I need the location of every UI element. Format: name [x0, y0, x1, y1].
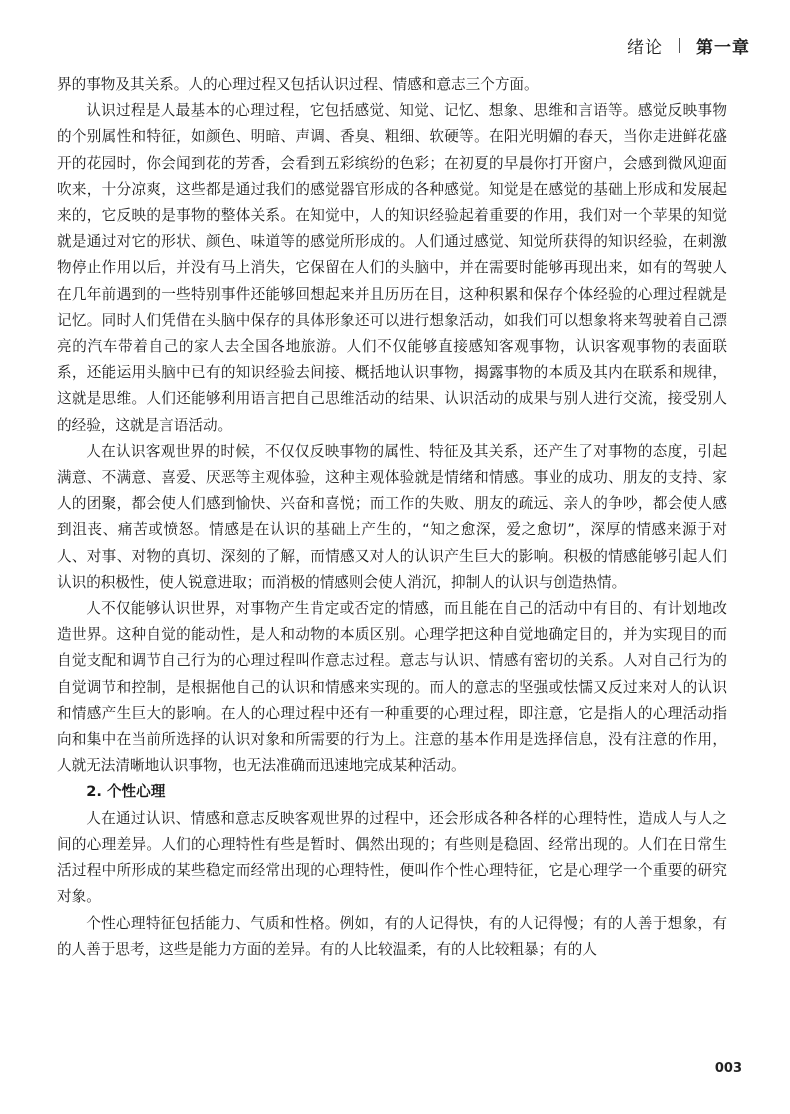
paragraph-continuation: 界的事物及其关系。人的心理过程又包括认识过程、情感和意志三个方面。: [57, 76, 539, 93]
section-label: 绪论: [627, 38, 663, 58]
paragraph-traits: 个性心理特征包括能力、气质和性格。例如，有的人记得快，有的人记得慢；有的人善于想象，有的人善于思考，这些是能力方面的差异。有的人比较温柔，有的人比较粗暴；有的人: [57, 914, 727, 958]
paragraph-will: 人不仅能够认识世界，对事物产生肯定或否定的情感，而且能在自己的活动中有目的、有计划地改造世界。这种自觉的能动性，是人和动物的本质区别。心理学把这种自觉地确定目的，并为实现目的而自觉支配和调节自己行为的心理过程叫作意志过程。意志与认识、情感有密切的关系。人对自己行为的自觉调节和控制，是根据他自己的认识和情感来实现的。而人的意志的坚强或怯懦又反过来对人的认识和情感产生巨大的影响。在人的心理过程中还有一种重要的心理过程，即注意，它是指人的心理活动指向和集中在当前所选择的认识对象和所需要的行为上。注意的基本作用是选择信息，没有注意的作用，人就无法清晰地认识事物，也无法准确而迅速地完成某种活动。: [57, 600, 727, 775]
paragraph-personality: 人在通过认识、情感和意志反映客观世界的过程中，还会形成各种各样的心理特性，造成人与人之间的心理差异。人们的心理特性有些是暂时、偶然出现的；有些则是稳固、经常出现的。人们在日常生活过程中所形成的某些稳定而经常出现的心理特性，便叫作个性心理特征，它是心理学一个重要的研究对象。: [57, 809, 727, 906]
header-divider: [679, 38, 680, 53]
page-number: 003: [714, 1061, 742, 1076]
section-heading: 2. 个性心理: [86, 783, 166, 801]
paragraph-cognition: 认识过程是人最基本的心理过程，它包括感觉、知觉、记忆、想象、思维和言语等。感觉反映事物的个别属性和特征，如颜色、明暗、声调、香臭、粗细、软硬等。在阳光明媚的春天，当你走进鲜花盛开的花园时，你会闻到花的芳香，会看到五彩缤纷的色彩；在初夏的早晨你打开窗户，会感到微风迎面吹来，十分凉爽，这些都是通过我们的感觉器官形成的各种感觉。知觉是在感觉的基础上形成和发展起来的，它反映的是事物的整体关系。在知觉中，人的知识经验起着重要的作用，我们对一个苹果的知觉就是通过对它的形状、颜色、味道等的感觉所形成的。人们通过感觉、知觉所获得的知识经验，在刺激物停止作用以后，并没有马上消失，它保留在人们的头脑中，并在需要时能够再现出来，如有的驾驶人在几年前遇到的一些特别事件还能够回想起来并且历历在目，这种积累和保存个体经验的心理过程就是记忆。同时人们凭借在头脑中保存的具体形象还可以进行想象活动，如我们可以想象将来驾驶着自己漂亮的汽车带着自己的家人去全国各地旅游。人们不仅能够直接感知客观事物，认识客观事物的表面联系，还能运用头脑中已有的知识经验去间接、概括地认识事物，揭露事物的本质及其内在联系和规律，这就是思维。人们还能够利用语言把自己思维活动的结果、认识活动的成果与别人进行交流，接受别人的经验，这就是言语活动。: [57, 102, 727, 434]
paragraph-emotion: 人在认识客观世界的时候，不仅仅反映事物的属性、特征及其关系，还产生了对事物的态度，引起满意、不满意、喜爱、厌恶等主观体验，这种主观体验就是情绪和情感。事业的成功、朋友的支持、家人的团聚，都会使人们感到愉快、兴奋和喜悦；而工作的失败、朋友的疏远、亲人的争吵，都会使人感到沮丧、痛苦或愤怒。情感是在认识的基础上产生的，“知之愈深，爱之愈切”，深厚的情感来源于对人、对事、对物的真切、深刻的了解，而情感又对人的认识产生巨大的影响。积极的情感能够引起人们认识的积极性，使人锐意进取；而消极的情感则会使人消沉，抑制人的认识与创造热情。: [57, 442, 727, 591]
chapter-label: 第一章: [696, 38, 750, 58]
running-header: [627, 33, 750, 58]
body-text: [57, 72, 727, 963]
